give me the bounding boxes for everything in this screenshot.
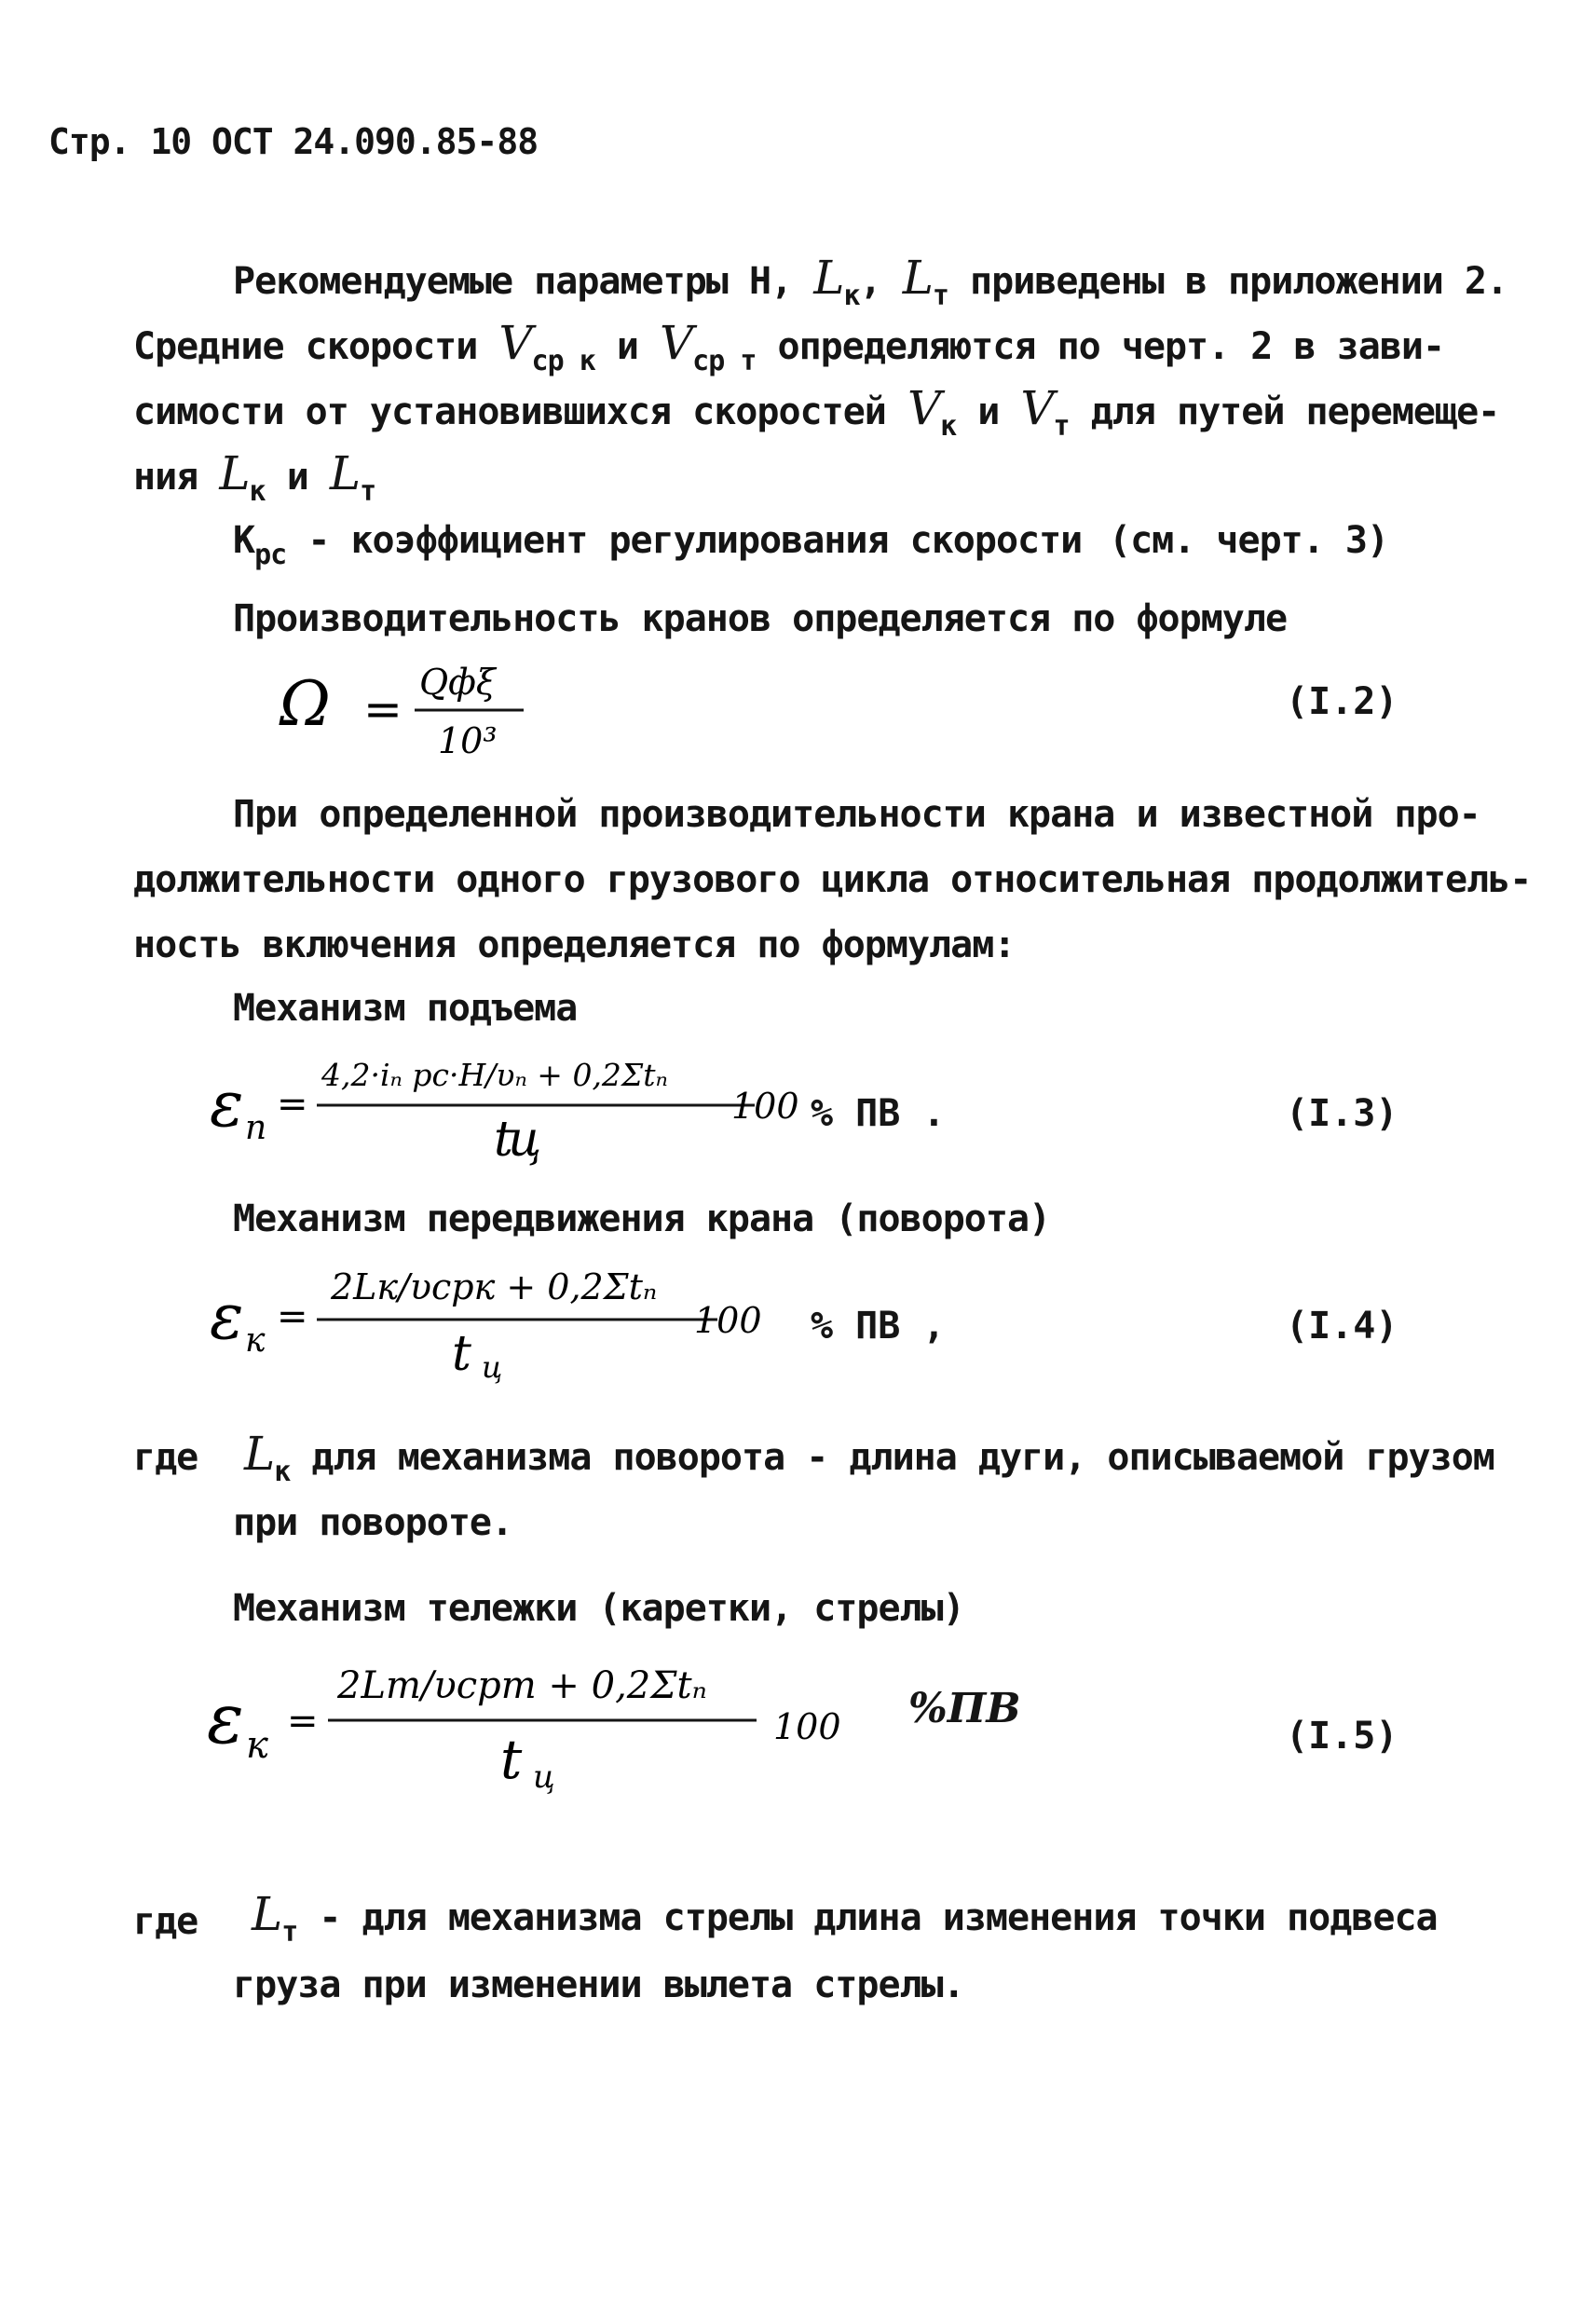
- eq15-den-sub: ц: [533, 1758, 555, 1796]
- text: К: [233, 519, 255, 562]
- travel-heading: Механизм передвижения крана (поворота): [233, 1197, 1051, 1240]
- subscript: т: [1053, 410, 1070, 443]
- text: - коэффициент регулирования скорости: [307, 519, 1083, 562]
- where2-word: где: [133, 1900, 198, 1943]
- equation-1-4: [210, 1245, 787, 1385]
- symbol-v: V: [660, 316, 693, 370]
- where1-line2: при повороте.: [233, 1501, 513, 1544]
- subscript: ср т: [692, 345, 757, 377]
- perf-intro: Производительность кранов определяется по формуле: [233, 597, 1288, 640]
- text: - для механизма стрелы длина изменения точки подвеса: [319, 1896, 1438, 1939]
- equation-1-3-graphic: [210, 1034, 799, 1174]
- eq15-lhs: ε: [207, 1679, 244, 1759]
- eq12-lhs: Ω: [280, 668, 331, 740]
- eq15-factor: 100: [773, 1706, 841, 1747]
- subscript: т: [932, 280, 948, 312]
- symbol-L: L: [329, 446, 361, 500]
- eq14-numerator: 2Lк/υсрк + 0,2Σtₙ: [331, 1266, 658, 1307]
- where2-line2: груза при изменении вылета стрелы.: [233, 1963, 964, 2006]
- equation-1-5-graphic: [207, 1640, 840, 1799]
- eq13-lhs: ε: [210, 1068, 244, 1142]
- where2-line1: [252, 1887, 1438, 1949]
- lift-heading: Механизм подъема: [233, 987, 578, 1030]
- subscript: к: [274, 1456, 291, 1488]
- symbol-v: V: [907, 381, 941, 435]
- eq14-equals: =: [277, 1295, 308, 1338]
- symbol-L: L: [244, 1427, 275, 1481]
- eq14-den-t: t: [452, 1326, 471, 1382]
- eq14-lhs: ε: [210, 1280, 244, 1354]
- eq15-unit: %ПВ: [908, 1685, 1021, 1732]
- where1-word: где: [133, 1436, 198, 1479]
- text: и: [616, 325, 638, 368]
- text: определяются по черт. 2 в зави-: [777, 325, 1445, 368]
- eq15-numerator: 2Lт/υсрт + 0,2Σtₙ: [337, 1664, 707, 1707]
- text: Средние скорости: [133, 325, 478, 368]
- kpc-line: [233, 518, 1083, 571]
- kpc-ref: (см. черт. 3): [1109, 519, 1389, 562]
- eq13-numerator: 4,2·iₙ рс·H/υₙ + 0,2Σtₙ: [321, 1057, 668, 1093]
- para1-line1: [233, 251, 1508, 312]
- subscript: т: [281, 1916, 298, 1949]
- text: ,: [859, 260, 881, 303]
- equation-1-4-graphic: [210, 1245, 787, 1385]
- equation-1-2: [280, 652, 559, 764]
- subscript: к: [249, 475, 266, 508]
- para1-line3: [133, 381, 1500, 443]
- eq13-den: ц: [508, 1112, 542, 1168]
- eq13-factor: 100: [731, 1086, 799, 1127]
- symbol-L: L: [902, 251, 933, 305]
- eq13-lhs-sub: п: [245, 1109, 267, 1147]
- equation-1-3: [210, 1034, 799, 1174]
- subscript: к: [940, 410, 957, 443]
- para1-line2: [133, 316, 1445, 377]
- eq13-unit: % ПВ .: [811, 1092, 946, 1135]
- subscript: рс: [254, 539, 287, 571]
- eq15-lhs-sub: к: [246, 1724, 268, 1767]
- where1-line1: [244, 1427, 1494, 1488]
- eq15-den-t: t: [500, 1728, 523, 1791]
- subscript: к: [843, 280, 860, 312]
- trolley-heading: Механизм тележки (каретки, стрелы): [233, 1587, 964, 1630]
- text: Рекомендуемые параметры Н,: [233, 260, 793, 303]
- eq14-unit: % ПВ ,: [811, 1305, 946, 1348]
- text: и: [286, 456, 308, 499]
- symbol-L: L: [252, 1887, 282, 1941]
- eq12-number: (I.2): [1286, 680, 1398, 723]
- page-header: Стр. 10 ОСТ 24.090.85-88: [48, 121, 539, 162]
- subscript: ср к: [531, 345, 595, 377]
- text: для механизма поворота - длина дуги, описываемой грузом: [311, 1436, 1494, 1479]
- eq14-factor: 100: [694, 1300, 762, 1341]
- eq13-number: (I.3): [1286, 1092, 1398, 1135]
- eq13-equals: =: [277, 1083, 308, 1126]
- text: для путей перемеще-: [1090, 390, 1500, 433]
- eq14-lhs-sub: к: [245, 1321, 266, 1360]
- text: симости от установившихся скоростей: [133, 390, 886, 433]
- para1-line4: [133, 446, 376, 508]
- equation-1-5: [207, 1640, 840, 1799]
- symbol-v: V: [498, 316, 532, 370]
- eq15-number: (I.5): [1286, 1715, 1398, 1758]
- eq12-denominator: 10³: [438, 720, 498, 761]
- text: ния: [133, 456, 198, 499]
- symbol-v: V: [1020, 381, 1054, 435]
- eq12-equals: =: [363, 682, 402, 736]
- symbol-L: L: [219, 446, 250, 500]
- symbol-L: L: [813, 251, 844, 305]
- eq14-number: (I.4): [1286, 1305, 1398, 1348]
- eq14-den-sub: ц: [482, 1349, 503, 1385]
- eq15-equals: =: [287, 1700, 319, 1743]
- subscript: т: [360, 475, 376, 508]
- para2-line3: ность включения определяется по формулам:: [133, 923, 1016, 966]
- equation-1-2-graphic: [280, 652, 559, 764]
- eq13-den-t: t: [494, 1112, 513, 1168]
- eq12-numerator: Qфξ: [419, 662, 496, 703]
- text: и: [977, 390, 1000, 433]
- para2-line1: При определенной производительности крана и известной про-: [233, 793, 1480, 836]
- text: приведены в приложении 2.: [970, 260, 1508, 303]
- para2-line2: должительности одного грузового цикла относительная продолжитель-: [133, 858, 1532, 901]
